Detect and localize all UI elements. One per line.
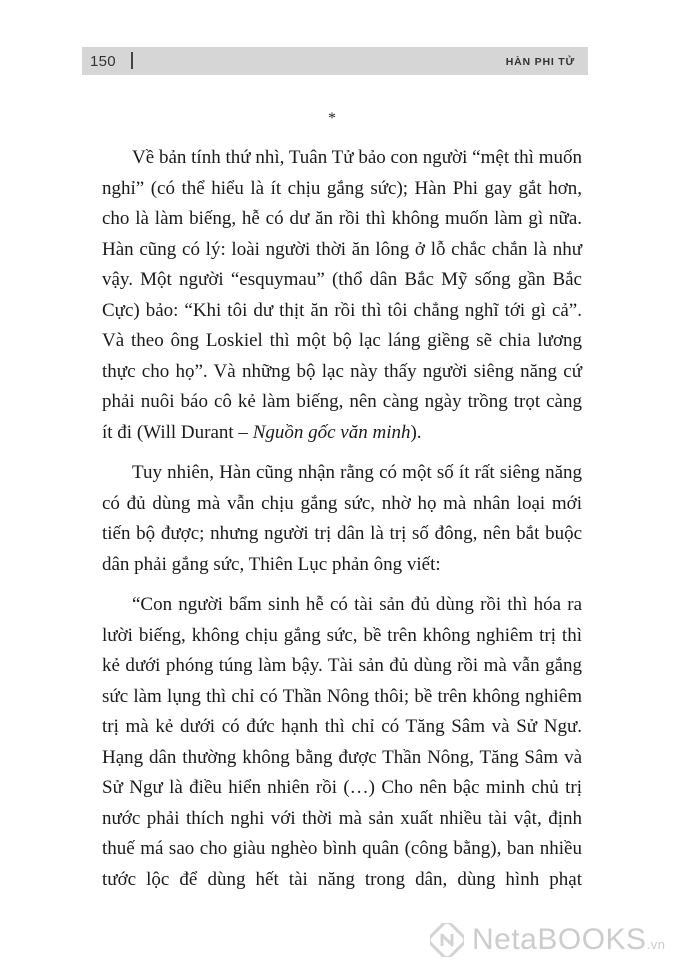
page-number: 150 xyxy=(90,53,116,70)
body-text xyxy=(102,143,582,895)
header-separator xyxy=(131,52,133,69)
paragraph-2: Tuy nhiên, Hàn cũng nhận rằng có một số ít rất siêng năng có đủ dùng mà vẫn chịu gắng sức, nhờ họ mà nhân loại mới tiến bộ được; nhưng người trị dân là trị số đông, nên bắt buộc dân phải gắng sức, Thiên Lục phản ông viết: xyxy=(102,462,582,575)
paragraph-1-tail: ). xyxy=(410,421,422,443)
paragraph-3-quote: “Con người bẩm sinh hễ có tài sản đủ dùng rồi thì hóa ra lười biếng, không chịu gắng sức, bề trên không nghiêm trị thì kẻ dưới phóng túng làm bậy. Tài sản đủ dùng rồi mà vẫn gắng sức làm lụng thì chỉ có Thần Nông thôi; bề trên không nghiêm trị mà kẻ dưới có đức hạnh thì chỉ có Tăng Sâm và Sử Ngư. Hạng dân thường không bằng được Thần Nông, Tăng Sâm và Sử Ngư là điều hiển nhiên rồi (…) Cho nên bậc minh chủ trị nước phải thích nghi với thời mà sản xuất nhiều tài vật, định thuế má sao cho giàu nghèo bình quân (công bằng), ban nhiều tước lộc để dùng hết tài năng trong dân, dùng hình phạt xyxy=(102,594,582,890)
netabooks-logo-icon xyxy=(430,923,464,957)
watermark-text xyxy=(472,923,665,957)
watermark-brand: NetaBOOKS xyxy=(472,923,647,956)
paragraph-1-text: Về bản tính thứ nhì, Tuân Tử bảo con người “mệt thì muốn nghỉ” (có thể hiểu là ít chịu gắng sức); Hàn Phi gay gắt hơn, cho là làm biếng, hễ có dư ăn rồi thì không muốn làm gì nữa. Hàn cũng có lý: loài người thời ăn lông ở lỗ chắc chắn là như vậy. Một người “esquymau” (thổ dân Bắc Mỹ sống gần Bắc Cực) bảo: “Khi tôi dư thịt ăn rồi thì tôi chẳng nghĩ tới gì cả”. Và theo ông Loskiel thì một bộ lạc láng giềng sẽ chia lương thực cho họ”. Và những bộ lạc này thấy người siêng năng cứ phải nuôi báo cô kẻ làm biếng, nên càng ngày trồng trọt càng ít đi (Will Durant – xyxy=(102,147,582,443)
watermark xyxy=(430,915,665,965)
paragraph-1 xyxy=(102,143,582,448)
paragraph-1-book-title: Nguồn gốc văn minh xyxy=(252,421,411,443)
running-head-title: HÀN PHI TỬ xyxy=(505,56,575,68)
section-break-mark: * xyxy=(328,110,336,127)
watermark-suffix: .vn xyxy=(646,937,666,952)
